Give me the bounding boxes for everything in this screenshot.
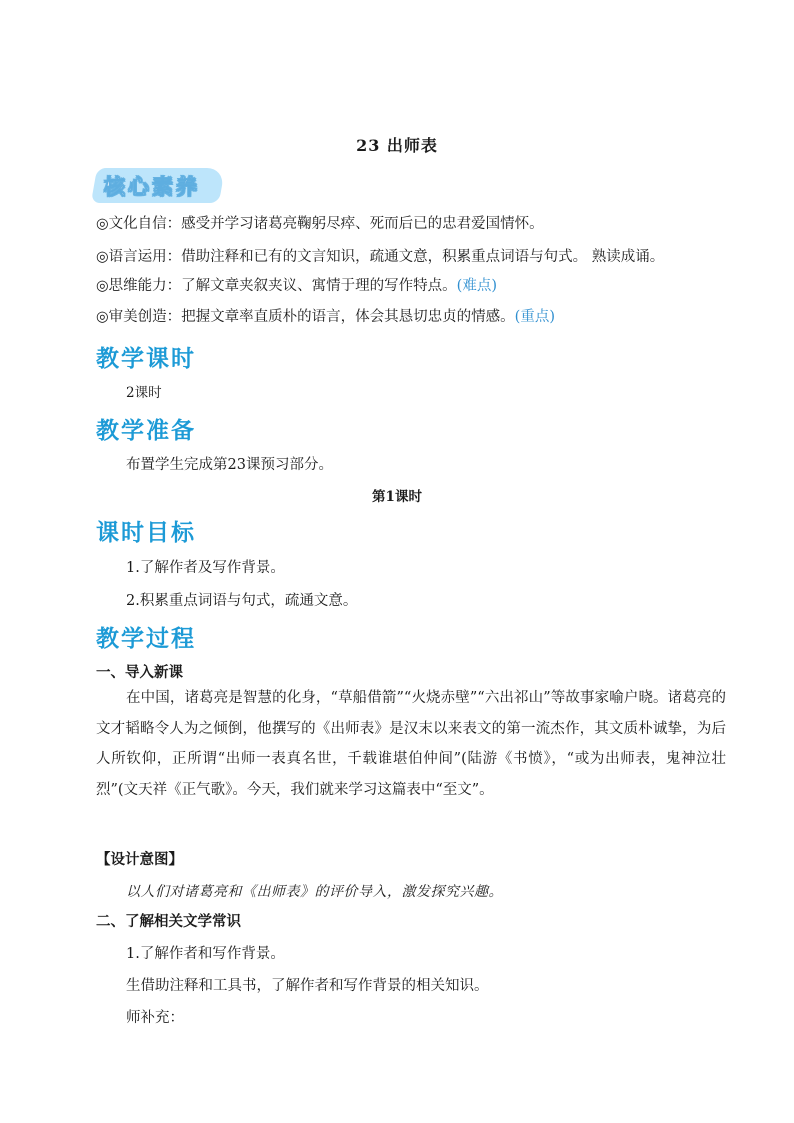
literacy-text: ◎语言运用：借助注释和已有的文言知识，疏通文意，积累重点词语与句式。 熟读成诵。: [96, 249, 665, 265]
step-heading: 一、导入新课: [96, 664, 183, 681]
step-heading: 二、了解相关文学常识: [96, 913, 241, 930]
key-point-mark: (重点): [514, 309, 555, 325]
section-heading-goals: 课时目标: [96, 520, 196, 546]
page-title: 23 出师表: [356, 136, 438, 155]
prep-text: 布置学生完成第23课预习部分。: [126, 457, 333, 473]
literacy-item: [96, 305, 555, 326]
section-heading-prep: 教学准备: [96, 418, 196, 444]
section-heading-process: 教学过程: [96, 626, 196, 652]
difficulty-mark: (难点): [456, 278, 497, 294]
intro-paragraph: 在中国，诸葛亮是智慧的化身，“草船借箭”“火烧赤壁”“六出祁山”等故事家喻户晓。诸葛亮的文才韬略令人为之倾倒，他撰写的《出师表》是汉末以来表文的第一流杰作，其文质朴诚挚，为后人所钦仰，正所谓“出师一表真名世，千载谁堪伯仲间”(陆游《书愤》，“或为出师表，鬼神泣壮烈”(文天祥《正气歌》。今天，我们就来学习这篇表中“至文”。: [96, 690, 726, 798]
teacher-note: 师补充：: [126, 1010, 184, 1026]
goal-item: 2.积累重点词语与句式，疏通文意。: [126, 593, 358, 609]
design-label: 【设计意图】: [96, 851, 183, 868]
literacy-text: ◎文化自信：感受并学习诸葛亮鞠躬尽瘁、死而后已的忠君爱国情怀。: [96, 216, 544, 232]
badge-label: 核心素养: [104, 175, 200, 199]
literacy-item: [96, 245, 664, 266]
sub-step: 1.了解作者和写作背景。: [126, 946, 285, 962]
literacy-item: [96, 274, 497, 295]
design-intent-text: 以人们对诸葛亮和《出师表》的评价导入，激发探究兴趣。: [126, 884, 503, 900]
sub-step-text: 生借助注释和工具书，了解作者和写作背景的相关知识。: [126, 978, 489, 994]
core-literacy-badge: [94, 168, 222, 203]
hours-text: 2课时: [126, 385, 162, 401]
literacy-item: [96, 212, 544, 233]
literacy-text: ◎审美创造：把握文章率直质朴的语言，体会其恳切忠贞的情感。: [96, 309, 515, 325]
section-heading-hours: 教学课时: [96, 346, 196, 372]
session-title: 第1课时: [372, 489, 422, 505]
literacy-text: ◎思维能力：了解文章夹叙夹议、寓情于理的写作特点。: [96, 278, 457, 294]
goal-item: 1.了解作者及写作背景。: [126, 560, 285, 576]
